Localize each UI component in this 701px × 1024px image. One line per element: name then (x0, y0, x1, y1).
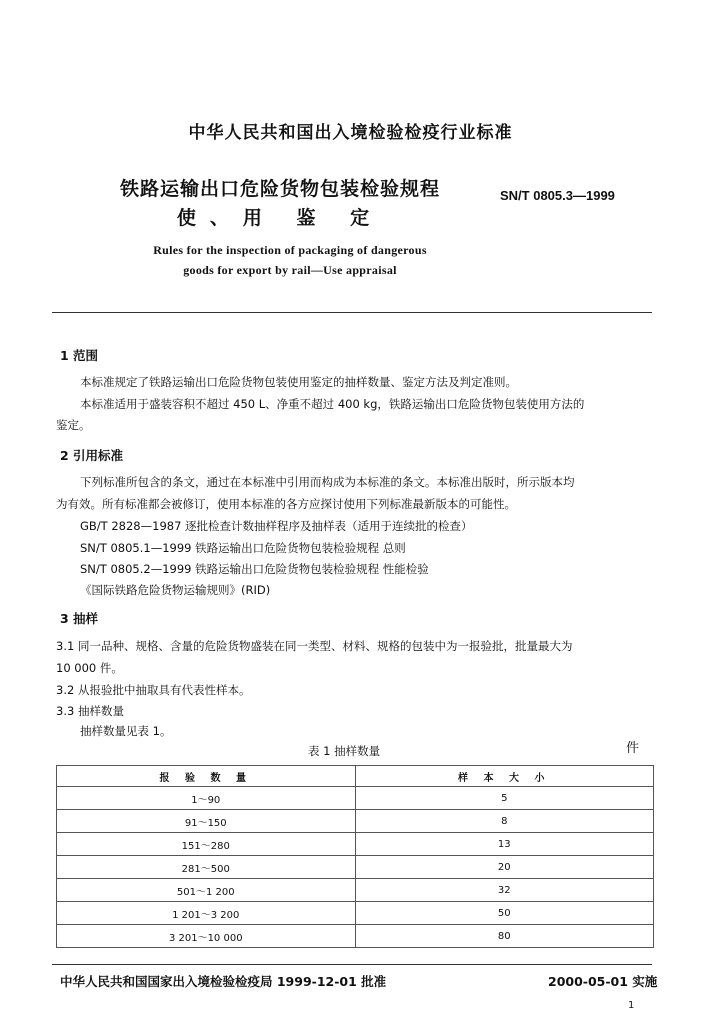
document-title: 铁路运输出口危险货物包装检验规程 (119, 178, 440, 200)
table-row (57, 902, 654, 925)
table-row (57, 787, 654, 810)
document-subtitle: 使、用 鉴 定 (176, 207, 384, 229)
sample-size-cell: 32 (355, 879, 654, 902)
header-lot-size: 报 验 数 量 (57, 766, 356, 787)
table-caption: 表 1 抽样数量 (308, 744, 381, 758)
english-title-line-2: goods for export by rail—Use appraisal (183, 263, 397, 277)
table-row (57, 925, 654, 948)
reference-sn-0805-1: SN/T 0805.1—1999 铁路运输出口危险货物包装检验规程 总则 (80, 541, 406, 555)
header-sample-size: 样 本 大 小 (355, 766, 654, 787)
standard-number: SN/T 0805.3—1999 (500, 188, 615, 203)
section-2-heading: 2 引用标准 (60, 448, 124, 463)
header-divider (52, 312, 652, 313)
english-title-line-1: Rules for the inspection of packaging of dangerous (153, 243, 427, 257)
section-1-paragraph-2: 本标准适用于盛装容积不超过 450 L、净重不超过 400 kg，铁路运输出口危险货物包装使用方法的 (80, 397, 585, 411)
table-row (57, 810, 654, 833)
section-1-heading: 1 范围 (60, 348, 99, 363)
lot-size-cell: 91～150 (57, 810, 356, 833)
section-3-heading: 3 抽样 (60, 611, 99, 626)
lot-size-cell: 151～280 (57, 833, 356, 856)
lot-size-cell: 501～1 200 (57, 879, 356, 902)
clause-3-3: 3.3 抽样数量 (56, 704, 124, 718)
section-1-paragraph-1: 本标准规定了铁路运输出口危险货物包装使用鉴定的抽样数量、鉴定方法及判定准则。 (80, 375, 517, 389)
clause-3-1: 3.1 同一品种、规格、含量的危险货物盛装在同一类型、材料、规格的包装中为一报验批，批量最大为 (56, 639, 573, 653)
sample-size-cell: 50 (355, 902, 654, 925)
table-unit: 件 (626, 741, 640, 756)
clause-3-2: 3.2 从报验批中抽取具有代表性样本。 (56, 683, 251, 697)
clause-3-3-text: 抽样数量见表 1。 (80, 724, 172, 738)
lot-size-cell: 1 201～3 200 (57, 902, 356, 925)
sample-size-cell: 5 (355, 787, 654, 810)
sampling-table (56, 765, 654, 948)
section-1-paragraph-2-cont: 鉴定。 (56, 418, 91, 432)
footer-divider (52, 964, 652, 965)
reference-gb-2828: GB/T 2828—1987 逐批检查计数抽样程序及抽样表（适用于连续批的检查） (80, 519, 473, 533)
clause-3-1-cont: 10 000 件。 (56, 661, 123, 675)
reference-rid: 《国际铁路危险货物运输规则》(RID) (80, 583, 271, 597)
table-row (57, 856, 654, 879)
lot-size-cell: 281～500 (57, 856, 356, 879)
sample-size-cell: 8 (355, 810, 654, 833)
table-row (57, 879, 654, 902)
table-row (57, 833, 654, 856)
sample-size-cell: 80 (355, 925, 654, 948)
sample-size-cell: 20 (355, 856, 654, 879)
lot-size-cell: 3 201～10 000 (57, 925, 356, 948)
lot-size-cell: 1～90 (57, 787, 356, 810)
section-2-paragraph: 下列标准所包含的条文，通过在本标准中引用而构成为本标准的条文。本标准出版时，所示版本均 (80, 475, 575, 489)
section-2-paragraph-cont: 为有效。所有标准都会被修订，使用本标准的各方应探讨使用下列标准最新版本的可能性。 (56, 497, 516, 511)
industry-standard-heading: 中华人民共和国出入境检验检疫行业标准 (188, 123, 513, 143)
table-header-row (57, 766, 654, 787)
page-number: 1 (628, 1000, 635, 1011)
sample-size-cell: 13 (355, 833, 654, 856)
implementation-date: 2000-05-01 实施 (548, 974, 658, 989)
reference-sn-0805-2: SN/T 0805.2—1999 铁路运输出口危险货物包装检验规程 性能检验 (80, 562, 429, 576)
approval-line: 中华人民共和国国家出入境检验检疫局 1999-12-01 批准 (60, 974, 387, 989)
